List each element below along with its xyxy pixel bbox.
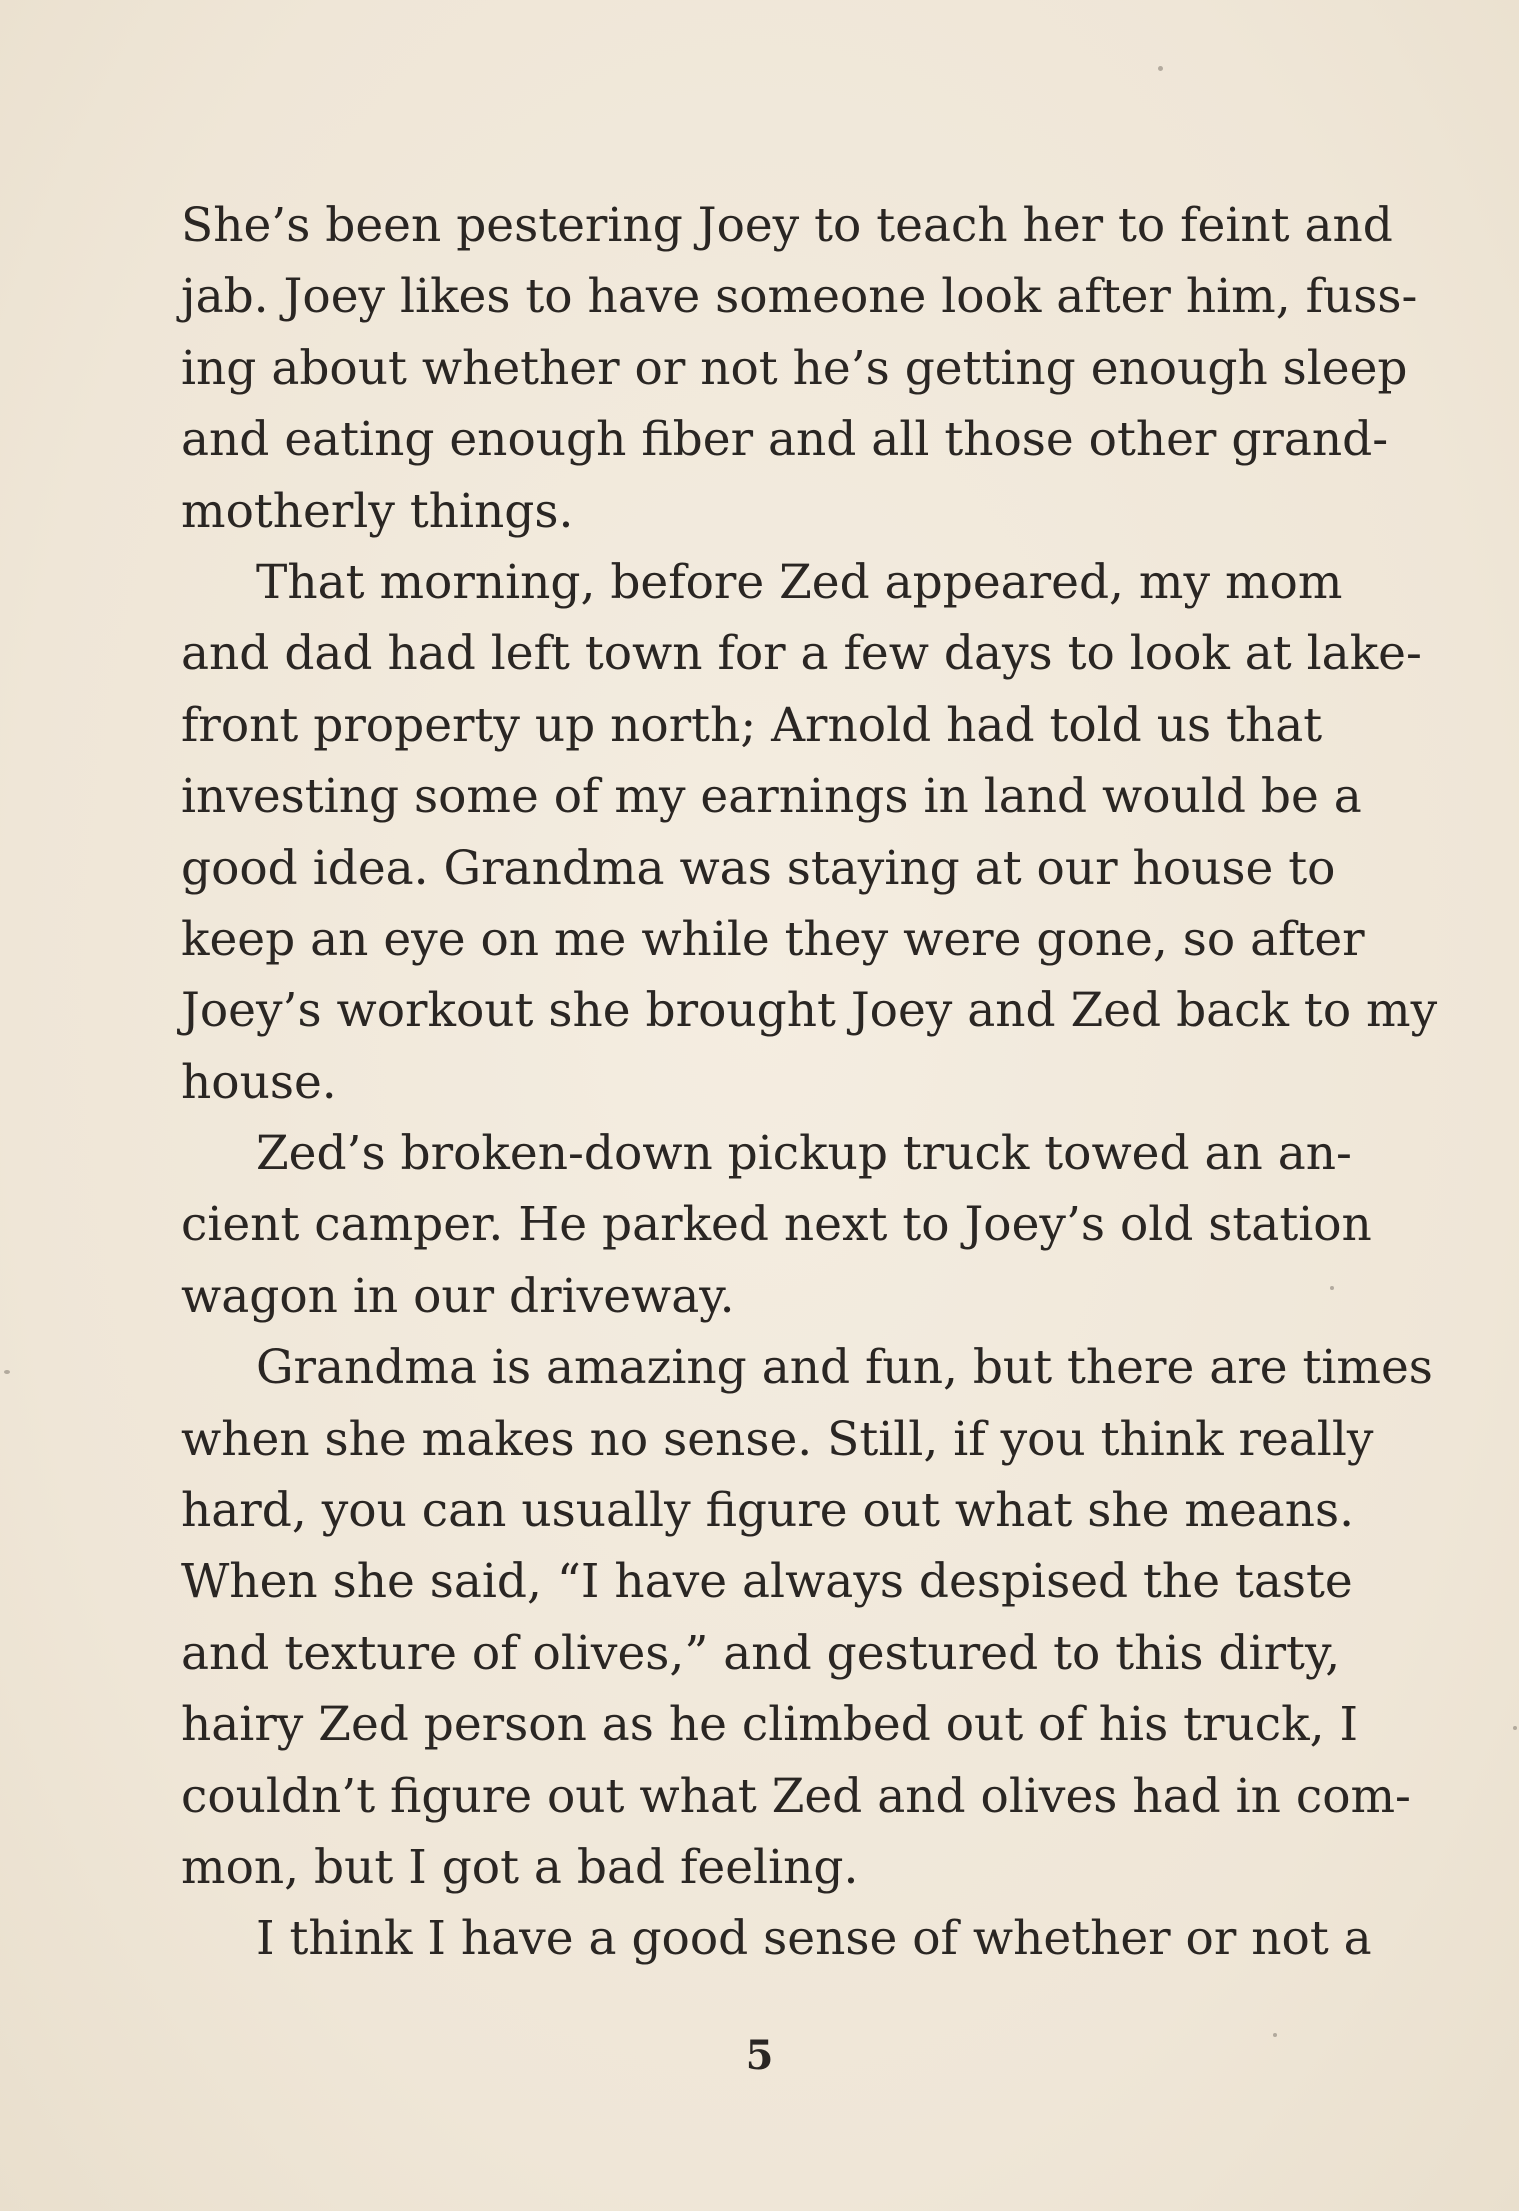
text-line: couldn’t figure out what Zed and olives had in com- (181, 1768, 1411, 1824)
paper-speck (1273, 2033, 1277, 2037)
text-line: Grandma is amazing and fun, but there are times (256, 1340, 1433, 1396)
text-line: wagon in our driveway. (181, 1268, 735, 1324)
body-text (181, 190, 1438, 1975)
page-number: 5 (745, 2032, 774, 2079)
text-line: house. (181, 1054, 337, 1110)
paper-speck (1330, 1286, 1334, 1290)
paper-speck (1513, 1726, 1517, 1730)
text-line: That morning, before Zed appeared, my mom (256, 554, 1343, 610)
text-line: when she makes no sense. Still, if you think really (181, 1411, 1374, 1467)
text-line: jab. Joey likes to have someone look after him, fuss- (181, 269, 1418, 325)
text-line: She’s been pestering Joey to teach her to feint and (181, 198, 1393, 253)
text-line: When she said, “I have always despised the taste (181, 1554, 1353, 1610)
text-line: Joey’s workout she brought Joey and Zed back to my (181, 983, 1438, 1039)
text-line: investing some of my earnings in land would be a (181, 769, 1362, 825)
text-line: and texture of olives,” and gestured to this dirty, (181, 1625, 1341, 1681)
text-line: cient camper. He parked next to Joey’s old station (181, 1197, 1372, 1253)
text-line: good idea. Grandma was staying at our house to (181, 840, 1336, 896)
paper-speck (1158, 66, 1163, 71)
text-line: mon, but I got a bad feeling. (181, 1839, 859, 1895)
text-line: Zed’s broken-down pickup truck towed an an- (256, 1126, 1352, 1182)
text-line: ing about whether or not he’s getting enough sleep (181, 340, 1408, 396)
text-line: hairy Zed person as he climbed out of his truck, I (181, 1697, 1359, 1753)
text-line: keep an eye on me while they were gone, so after (181, 911, 1365, 967)
text-line: hard, you can usually figure out what she means. (181, 1483, 1355, 1539)
text-line: motherly things. (181, 483, 574, 539)
text-line: I think I have a good sense of whether or not a (256, 1911, 1372, 1967)
text-line: and eating enough fiber and all those other grand- (181, 412, 1389, 468)
paper-speck (4, 1370, 10, 1374)
text-line: and dad had left town for a few days to look at lake- (181, 626, 1422, 682)
text-line: front property up north; Arnold had told us that (181, 697, 1323, 753)
